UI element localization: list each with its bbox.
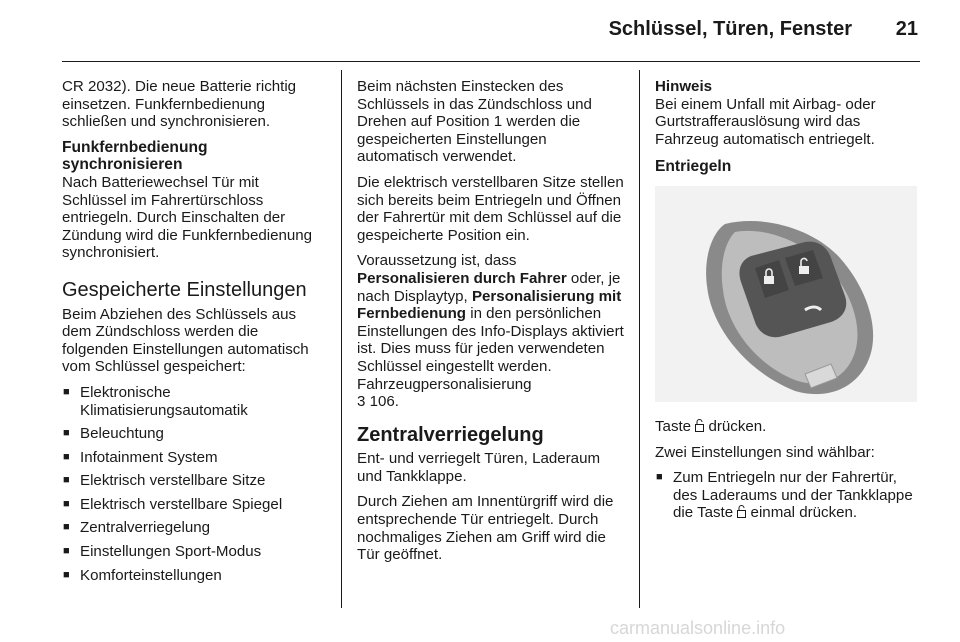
header-rule [62,61,920,62]
paragraph: Beim Abziehen des Schlüssels aus dem Zündschloss werden die folgenden Einstellungen automatisch vom Schlüssel gespeichert: [62,305,309,376]
text: Zum Entriegeln nur der Fahrertür, des Laderaums und der Tankklappe die Taste [673,469,913,522]
paragraph: CR 2032). Die neue Batterie richtig einsetzen. Funkfernbedienung schließen und synchronisieren. [62,78,297,131]
column-divider-1 [341,70,342,608]
unlock-icon [695,419,704,432]
list-item: ■ Komforteinstellungen [62,567,327,585]
text: oder, je nach Displaytyp, [357,269,621,305]
text: Voraussetzung ist, dass [357,252,517,270]
note-text: Bei einem Unfall mit Airbag- oder Gurtstrafferauslösung wird das Fahrzeug automatisch entriegelt. [655,95,876,148]
list-item: ■ Elektronische Klimatisierungsautomatik [62,384,327,419]
paragraph-press-button [655,418,925,436]
text: Taste [655,417,692,435]
page-number: 21 [895,18,918,40]
key-fob-icon [655,186,917,402]
unlock-options-list [655,469,925,522]
list-item: ■ Infotainment System [62,449,327,467]
paragraph: Durch Ziehen am Innentürgriff wird die entsprechende Tür entriegelt. Durch nochmaliges Ziehen am Griff wird die Tür geöffnet. [357,493,614,564]
paragraph: Zwei Einstellungen sind wählbar: [655,443,875,461]
subheading-line: synchronisieren [62,156,183,174]
list-item: ■ Einstellungen Sport-Modus [62,543,327,561]
paragraph: Nach Batteriewechsel Tür mit Schlüssel im Fahrertürschloss entriegeln. Durch Einschalten der Zündung wird die Funkfernbedienung synchronisiert. [62,173,313,262]
list-item: ■ Zentralverriegelung [62,519,327,537]
column-divider-2 [639,70,640,608]
section-heading-central-locking: Zentralverriegelung [357,423,544,446]
subheading-unlock: Entriegeln [655,158,732,176]
list-item [655,469,925,522]
text: drücken. [708,417,767,435]
paragraph-prerequisite [357,252,627,410]
note-heading: Hinweis [655,78,713,95]
menu-setting-name: Personalisieren durch Fahrer [357,269,567,287]
paragraph: Die elektrisch verstellbaren Sitze stellen sich bereits beim Entriegeln und Öffnen der Fahrertür mit dem Schlüssel auf die gespeicherte Position ein. [357,173,624,244]
column-3 [655,78,925,528]
list-item: ■ Beleuchtung [62,425,327,443]
watermark: carmanualsonline.info [610,618,786,638]
column-1 [62,78,327,590]
saved-settings-list [62,384,327,584]
paragraph: Ent- und verriegelt Türen, Laderaum und Tankklappe. [357,450,601,485]
section-heading-saved-settings: Gespeicherte Einstellungen [62,278,307,301]
list-item: ■ Elektrisch verstellbare Spiegel [62,496,327,514]
key-fob-illustration [655,186,917,402]
subheading-line: Funkfernbedienung [62,138,208,156]
column-2 [357,78,627,572]
text: in den persönlichen Einstellungen des Info-Displays aktiviert ist. Dies muss für jeden verwendeten Schlüssel eingestellt werden. Fahrzeugpersonalisierung [357,305,624,393]
list-item: ■ Elektrisch verstellbare Sitze [62,472,327,490]
page-reference: 3 106. [357,393,399,411]
header-title: Schlüssel, Türen, Fenster [608,18,852,40]
subheading-sync [62,139,327,174]
menu-setting-name: Personalisierung mit Fernbedienung [357,287,622,323]
paragraph: Beim nächsten Einstecken des Schlüssels in das Zündschloss und Drehen auf Position 1 werden die gespeicherten Einstellungen automatisch verwendet. [357,78,592,166]
text: einmal drücken. [750,504,858,522]
unlock-icon [737,505,746,518]
